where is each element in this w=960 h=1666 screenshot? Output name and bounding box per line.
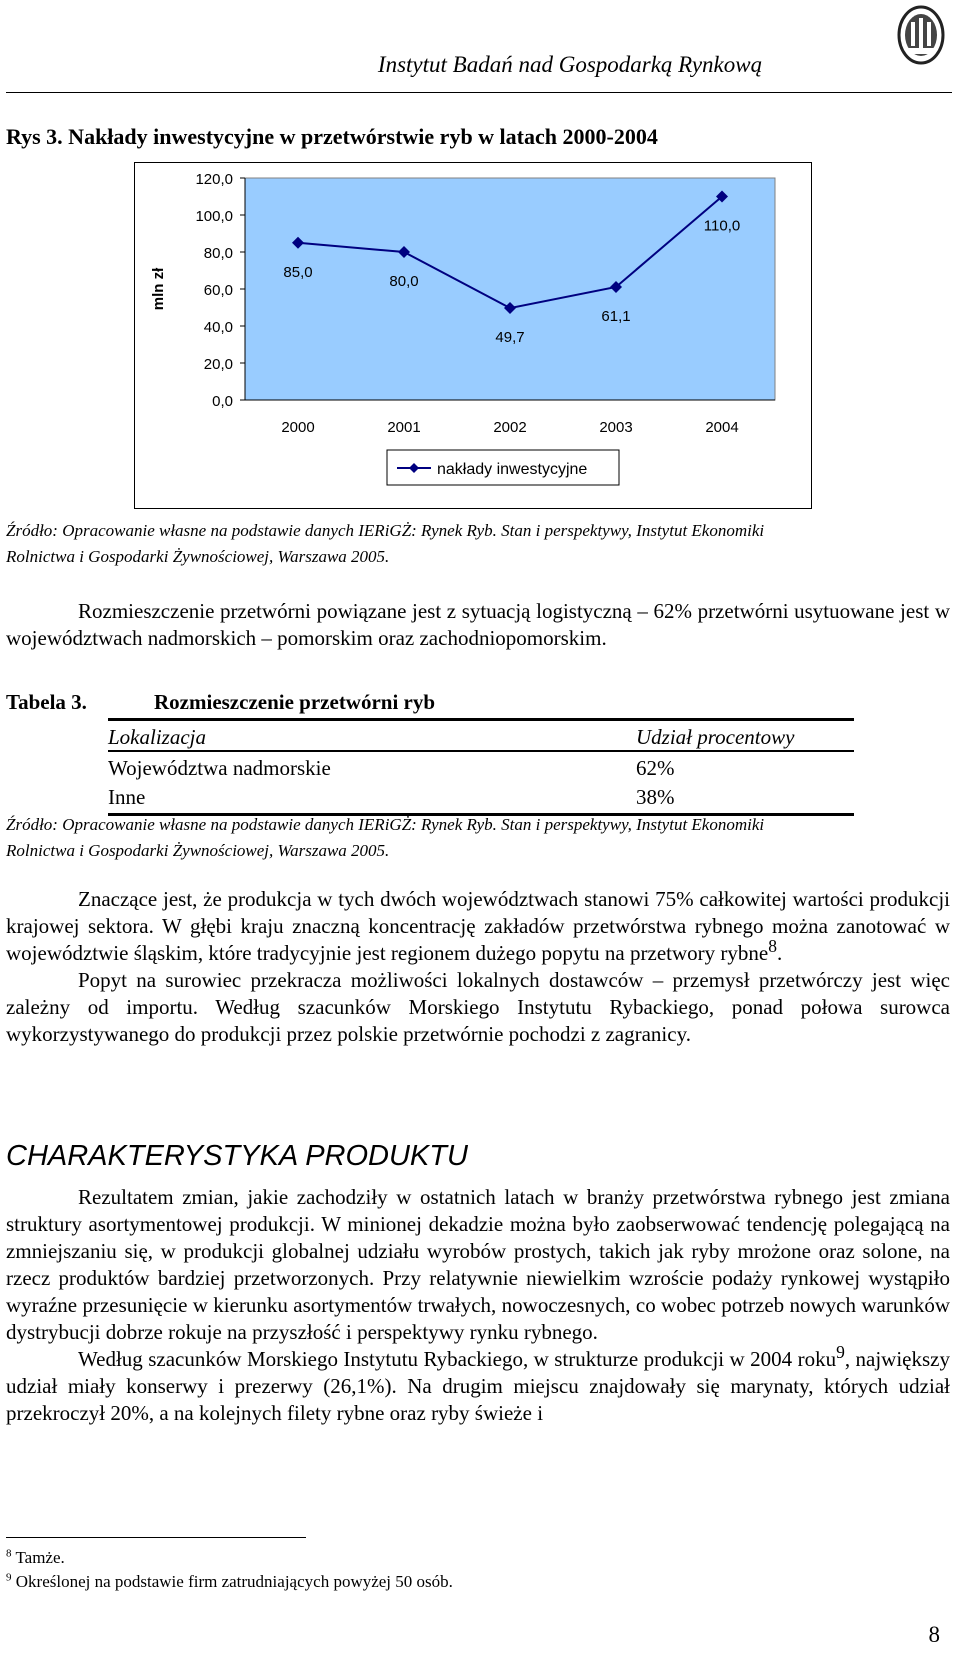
legend-label: nakłady inwestycyjne xyxy=(437,461,588,478)
data-label: 80,0 xyxy=(389,273,419,290)
header-rule xyxy=(6,92,952,93)
paragraph: Znaczące jest, że produkcja w tych dwóch województwach stanowi 75% całkowitej wartości produkcji krajowej sektora. W głębi kraju znaczną koncentrację zakładów przetwórstwa rybnego można zanotować w województwie śląskim, które tradycyjnie jest regionem dużego popytu na przetwory rybne$^8$. xyxy=(6,887,950,965)
body-text-block xyxy=(6,886,950,1048)
y-tick-label: 20,0 xyxy=(203,356,233,373)
y-tick-label: 80,0 xyxy=(203,245,233,262)
paragraph: Popyt na surowiec przekracza możliwości lokalnych dostawców – przemysł przetwórczy jest więc zależny od importu. Według szacunków Morskiego Instytutu Rybackiego, ponad połowa surowca wykorzystywanego do produkcji przez polskie przetwórnie pochodzi z zagranicy. xyxy=(6,968,950,1046)
table-cell: Województwa nadmorskie xyxy=(108,756,331,780)
x-tick-label: 2003 xyxy=(599,419,633,436)
figure-source: Źródło: Opracowanie własne na podstawie danych IERiGŻ: Rynek Ryb. Stan i perspektywy, Instytut Ekonomiki Rolnictwa i Gospodarki Żywnościowej, Warszawa 2005. xyxy=(6,521,765,566)
table-caption: Tabela 3. Rozmieszczenie przetwórni ryb xyxy=(6,690,436,714)
figure-caption: Rys 3. Nakłady inwestycyjne w przetwórstwie ryb w latach 2000-2004 xyxy=(6,124,658,149)
data-label: 110,0 xyxy=(703,217,741,235)
header-title: Instytut Badań nad Gospodarką Rynkową xyxy=(377,52,763,77)
table-cell: 62% xyxy=(636,756,675,780)
y-tick-label: 40,0 xyxy=(203,319,233,336)
page-number: 8 xyxy=(928,1622,940,1647)
table-source: Źródło: Opracowanie własne na podstawie danych IERiGŻ: Rynek Ryb. Stan i perspektywy, Instytut Ekonomiki Rolnictwa i Gospodarki Żywnościowej, Warszawa 2005. xyxy=(6,815,765,860)
table-header-cell: Udział procentowy xyxy=(636,725,795,749)
table-row xyxy=(108,752,854,781)
table-cell: 38% xyxy=(636,785,675,809)
x-tick-label: 2001 xyxy=(387,419,421,436)
plot-area xyxy=(245,178,775,400)
table-cell: Inne xyxy=(108,785,146,809)
y-tick-label: 120,0 xyxy=(195,171,233,188)
chart-frame xyxy=(134,162,812,509)
footnote-ref[interactable]: 9 xyxy=(836,1342,845,1362)
table-row xyxy=(108,781,854,810)
footnote-ref[interactable]: 8 xyxy=(768,936,777,956)
table-header-cell: Lokalizacja xyxy=(108,725,206,749)
data-label: 61,1 xyxy=(601,307,631,325)
section-heading: CHARAKTERYSTYKA PRODUKTU xyxy=(6,1140,468,1172)
table-header-row xyxy=(108,721,854,752)
footnote: $^9$ Określonej na podstawie firm zatrudniających powyżej 50 osób. xyxy=(6,1571,453,1591)
x-tick-label: 2002 xyxy=(493,419,527,436)
y-axis-label: mln zł xyxy=(150,267,167,311)
x-tick-label: 2000 xyxy=(281,419,315,436)
y-tick-label: 100,0 xyxy=(195,208,233,225)
footnote: $^8$ Tamże. xyxy=(6,1547,65,1567)
investment-line-chart xyxy=(135,163,811,508)
body-text-block xyxy=(6,1184,950,1427)
paragraph-location: Rozmieszczenie przetwórni powiązane jest z sytuacją logistyczną – 62% przetwórni usytuowane jest w województwach nadmorskich – pomorskim oraz zachodniopomorskim. xyxy=(6,599,950,650)
paragraph: Rezultatem zmian, jakie zachodziły w ostatnich latach w branży przetwórstwa rybnego jest zmiana struktury asortymentowej produkcji. W minionej dekadzie można było zaobserwować tendencję polegającą na zmniejszaniu się, w produkcji globalnej udziału wyrobów prostych, takich jak ryby mrożone oraz solone, na rzecz produktów bardziej przetworzonych. Przy relatywnie niewielkim wzroście podaży rynkowej wystąpiło wyraźne przesunięcie w kierunku asortymentów trwałych, nowoczesnych, co wobec potrzeb nowych warunków dystrybucji dobrze rokuje na przyszłość i perspektywy rynku rybnego. xyxy=(6,1185,950,1344)
distribution-table xyxy=(108,718,854,816)
y-tick-label: 0,0 xyxy=(212,393,233,410)
x-tick-label: 2004 xyxy=(705,419,739,436)
paragraph: Według szacunków Morskiego Instytutu Rybackiego, w strukturze produkcji w 2004 roku$^9$, największy udział miały konserwy i prezerwy (26,1%). Na drugim miejscu znajdowały się marynaty, których udział przekroczył 20%, a na kolejnych filety rybne oraz ryby świeże i xyxy=(6,1342,950,1425)
footnote-rule xyxy=(6,1537,306,1538)
institute-logo-icon xyxy=(896,4,946,66)
y-tick-label: 60,0 xyxy=(203,282,233,299)
data-label: 85,0 xyxy=(283,263,313,281)
data-label: 49,7 xyxy=(495,329,525,347)
